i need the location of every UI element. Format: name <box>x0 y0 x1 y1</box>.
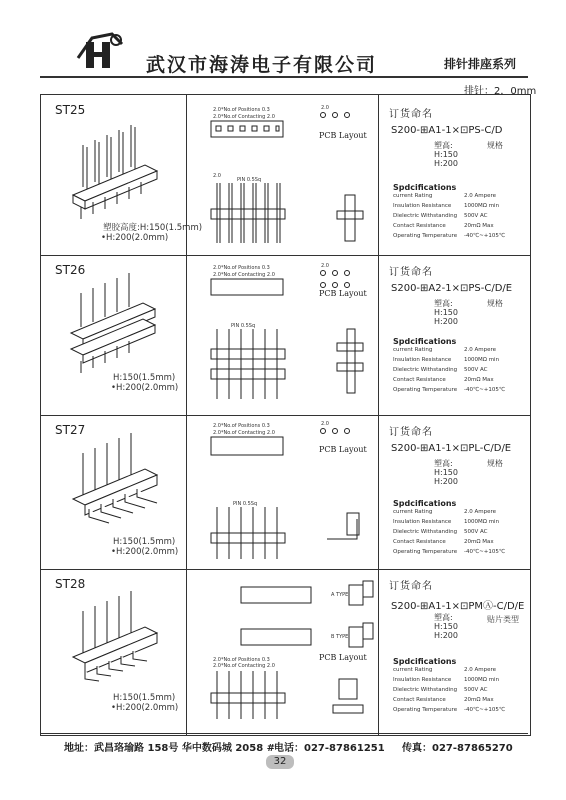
svg-text:2.0: 2.0 <box>321 263 329 269</box>
svg-text:2.0*No.of Contacting 2.0: 2.0*No.of Contacting 2.0 <box>213 663 275 669</box>
height-note: H:150(1.5mm) <box>113 537 176 547</box>
order-anno: 塑高: <box>434 613 453 622</box>
order-anno: 塑高: <box>434 299 453 308</box>
spec-row: Dielectric Withstanding 500V AC <box>393 687 488 693</box>
pitch-label: 排针：2．0mm <box>464 86 537 97</box>
dim-label: 2.0*No.of Positions 0.3 <box>213 107 270 113</box>
spec-row: Insulation Resistance 1000MΩ min <box>393 357 500 363</box>
product-row-st28 <box>41 569 530 729</box>
product-row-st26 <box>41 255 530 415</box>
top-view-drawing <box>207 103 307 145</box>
spec-row: Dielectric Withstanding 500V AC <box>393 213 488 219</box>
connector-3d-drawing <box>65 601 165 691</box>
connector-3d-drawing <box>65 125 165 220</box>
pcb-layout-drawing <box>317 103 367 133</box>
svg-text:PIN 0.5Sq: PIN 0.5Sq <box>237 177 262 183</box>
order-anno: 规格 <box>487 299 503 308</box>
model-label: ST27 <box>55 423 86 437</box>
type-label: B TYPE <box>331 634 349 640</box>
spec-title: Spdcifications <box>393 657 457 666</box>
svg-text:2.0*No.of Positions 0.3: 2.0*No.of Positions 0.3 <box>213 265 270 271</box>
order-anno: H:150 <box>434 150 458 159</box>
svg-text:2.0: 2.0 <box>321 105 329 111</box>
spec-row: current Rating 2.0 Ampere <box>393 193 497 199</box>
spec-title: Spdcifications <box>393 183 457 192</box>
side-view-drawing <box>207 319 377 399</box>
order-naming-title: 订货命名 <box>389 427 433 438</box>
pcb-layout-label: PCB Layout <box>319 445 367 454</box>
svg-text:PIN 0.5Sq: PIN 0.5Sq <box>233 501 258 507</box>
model-label: ST25 <box>55 103 86 117</box>
spec-row: Operating Temperature -40℃~+105℃ <box>393 233 506 239</box>
height-note: H:150(1.5mm) <box>113 693 176 703</box>
order-anno: H:200 <box>434 159 458 168</box>
spec-row: Insulation Resistance 1000MΩ min <box>393 677 500 683</box>
height-note: •H:200(2.0mm) <box>111 703 179 713</box>
pcb-layout-label: PCB Layout <box>319 653 367 662</box>
order-anno: H:150 <box>434 468 458 477</box>
order-anno: 塑高: <box>434 459 453 468</box>
order-naming-title: 订货命名 <box>389 109 433 120</box>
footer-phone: 电话：027-87861251 <box>274 743 385 754</box>
order-anno: H:200 <box>434 317 458 326</box>
spec-title: Spdcifications <box>393 499 457 508</box>
spec-row: Dielectric Withstanding 500V AC <box>393 529 488 535</box>
order-code: S200-⊞A2-1×⊡PS-C/D/E <box>391 283 513 294</box>
spec-row: current Rating 2.0 Ampere <box>393 509 497 515</box>
spec-row: current Rating 2.0 Ampere <box>393 667 497 673</box>
spec-row: Operating Temperature -40℃~+105℃ <box>393 707 506 713</box>
order-code: S200-⊞A1-1×⊡PL-C/D/E <box>391 443 512 454</box>
order-code: S200-⊞A1-1×⊡PS-C/D <box>391 125 503 136</box>
side-view-drawing <box>207 171 377 243</box>
height-note: •H:200(2.0mm) <box>101 233 169 243</box>
connector-3d-drawing <box>65 443 165 533</box>
order-anno: 塑高: <box>434 141 453 150</box>
order-anno: H:150 <box>434 308 458 317</box>
spec-row: Contact Resistance 20mΩ Max <box>393 377 494 383</box>
page-number: 32 <box>266 755 294 769</box>
company-name: 武汉市海涛电子有限公司 <box>146 54 378 76</box>
spec-row: Contact Resistance 20mΩ Max <box>393 539 494 545</box>
top-view-drawing <box>207 261 307 301</box>
header-divider <box>40 76 528 78</box>
height-note: •H:200(2.0mm) <box>111 547 179 557</box>
spec-row: Operating Temperature -40℃~+105℃ <box>393 549 506 555</box>
order-anno: H:200 <box>434 477 458 486</box>
spec-row: Contact Resistance 20mΩ Max <box>393 223 494 229</box>
svg-text:PIN 0.5Sq: PIN 0.5Sq <box>231 323 256 329</box>
spec-row: Contact Resistance 20mΩ Max <box>393 697 494 703</box>
svg-text:2.0*No.of Positions 0.3: 2.0*No.of Positions 0.3 <box>213 657 270 663</box>
model-label: ST26 <box>55 263 86 277</box>
top-view-drawing <box>207 419 307 463</box>
svg-text:2.0*No.of Contacting 2.0: 2.0*No.of Contacting 2.0 <box>213 430 275 436</box>
height-note: 塑胶高度:H:150(1.5mm) <box>103 223 203 233</box>
spec-row: current Rating 2.0 Ampere <box>393 347 497 353</box>
height-note: •H:200(2.0mm) <box>111 383 179 393</box>
svg-text:2.0*No.of Contacting 2.0: 2.0*No.of Contacting 2.0 <box>213 272 275 278</box>
footer-fax: 传真：027-87865270 <box>402 743 513 754</box>
company-logo <box>72 28 128 72</box>
product-table <box>40 94 531 736</box>
spec-title: Spdcifications <box>393 337 457 346</box>
spec-row: Insulation Resistance 1000MΩ min <box>393 203 500 209</box>
spec-row: Insulation Resistance 1000MΩ min <box>393 519 500 525</box>
order-anno: 规格 <box>487 459 503 468</box>
order-naming-title: 订货命名 <box>389 267 433 278</box>
dim-label: 2.0*No.of Contacting 2.0 <box>213 114 275 120</box>
type-label: A TYPE <box>331 592 349 598</box>
svg-text:2.0*No.of Positions 0.3: 2.0*No.of Positions 0.3 <box>213 423 270 429</box>
height-note: H:150(1.5mm) <box>113 373 176 383</box>
spec-row: Operating Temperature -40℃~+105℃ <box>393 387 506 393</box>
svg-text:2.0: 2.0 <box>213 173 221 179</box>
model-label: ST28 <box>55 577 86 591</box>
order-naming-title: 订货命名 <box>389 581 433 592</box>
svg-text:2.0: 2.0 <box>321 421 329 427</box>
spec-row: Dielectric Withstanding 500V AC <box>393 367 488 373</box>
footer-divider <box>40 733 528 734</box>
order-code: S200-⊞A1-1×⊡PMⒶ-C/D/E <box>391 601 525 612</box>
series-title: 排针排座系列 <box>444 57 517 71</box>
type-b-drawing <box>237 617 377 655</box>
order-anno: 贴片类型 <box>487 615 519 624</box>
order-anno: H:200 <box>434 631 458 640</box>
side-view-drawing <box>207 499 377 559</box>
footer-address: 地址：武昌珞瑜路 158号 华中数码城 2058 # <box>64 743 276 754</box>
pcb-layout-label: PCB Layout <box>319 289 367 298</box>
side-view-drawing <box>207 655 377 719</box>
product-row-st25 <box>41 95 530 255</box>
order-anno: H:150 <box>434 622 458 631</box>
type-a-drawing <box>237 575 377 613</box>
order-anno: 规格 <box>487 141 503 150</box>
connector-3d-drawing <box>65 283 165 373</box>
pcb-layout-drawing <box>317 261 367 291</box>
pcb-layout-label: PCB Layout <box>319 131 367 140</box>
product-row-st27 <box>41 415 530 575</box>
